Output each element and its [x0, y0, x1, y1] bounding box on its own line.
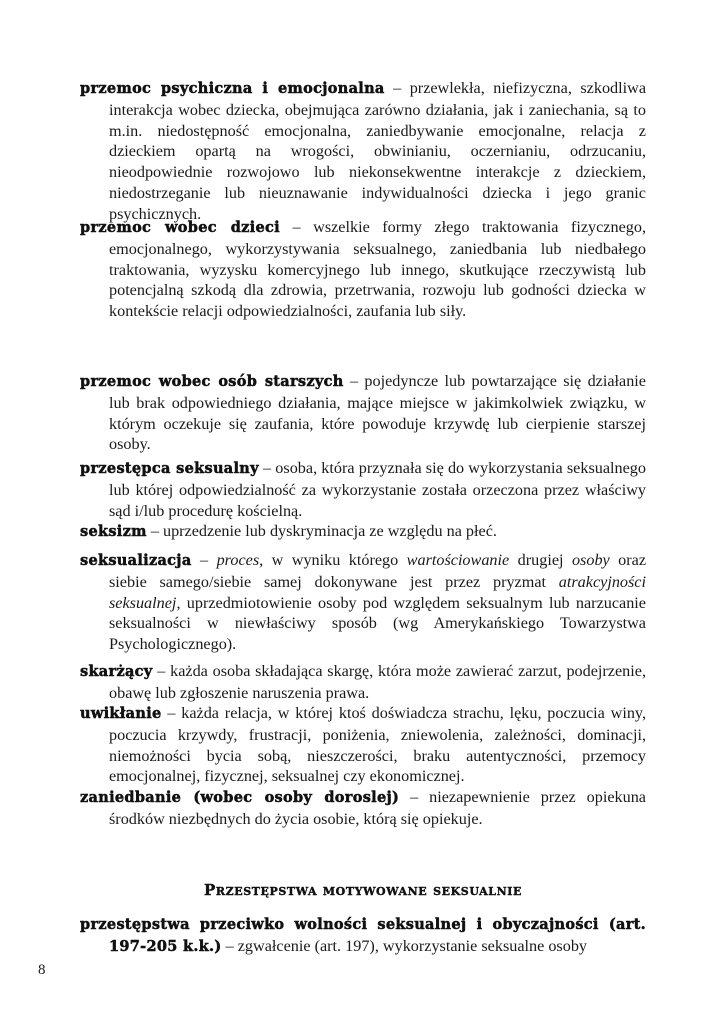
entry-definition: , uprzedmiotowienie osoby pod względem seksualnym lub narzucanie seksualności w niewłaściwy sposób (wg Amerykańskiego Towarzystwa Psychologicznego). — [109, 593, 646, 654]
glossary-entry-sex-offender — [80, 458, 646, 521]
page-number: 8 — [38, 962, 46, 978]
entry-term: seksualizacja — [80, 552, 192, 569]
entry-term: seksizm — [80, 523, 147, 540]
entry-definition: , w wyniku którego — [259, 551, 407, 569]
glossary-entry-complainant — [80, 661, 646, 704]
entry-definition: – osoba, która przyznała się do wykorzystania seksualnego lub której odpowiedzialność za wykorzystanie została orzeczona przez właściwy sąd i/lub procedurę kościelną. — [109, 459, 646, 520]
glossary-entry-sexualization — [80, 550, 646, 655]
entry-term: skarżący — [80, 663, 153, 680]
glossary-entry-sexual-offences — [80, 914, 646, 958]
emphasis: proces — [216, 551, 260, 569]
entry-definition: drugiej — [509, 551, 572, 569]
glossary-entry-elder-abuse — [80, 371, 646, 455]
entry-definition: – wszelkie formy złego traktowania fizycznego, emocjonalnego, wykorzystywania seksualnego, zaniedbania lub niedbałego traktowania, wyzysku komercyjnego lub innego, skutkujące rzeczywistą lub potencjalną szkodą dla zdrowia, przetrwania, rozwoju lub godności dziecka w kontekście relacji odpowiedzialności, zaufania lub siły. — [109, 218, 646, 321]
entry-term: przestępca seksualny — [80, 460, 259, 477]
emphasis: osoby — [571, 551, 610, 569]
entry-definition: – niezapewnienie przez opiekuna środków niezbędnych do życia osobie, którą się opiekuje. — [109, 788, 646, 828]
entry-term: przestępstwa przeciwko wolności seksualnej i obyczajności (art. 197-205 k.k.) — [80, 916, 646, 955]
entry-term: przemoc wobec dzieci — [80, 219, 280, 236]
entry-definition: – przewlekła, niefizyczna, szkodliwa interakcja wobec dziecka, obejmująca zarówno działania, jak i zaniechania, są to m.in. niedostępność emocjonalna, zaniedbywanie emocjonalne, relacja z dzieckiem opartą na wrogości, obwinianiu, oczernianiu, odrzucaniu, nieodpowiednie rozwojowo lub niekonsekwentne interakcje z dzieckiem, niedostrzeganie lub nieuznawanie indywidualności dziecka i jego granic psychicznych. — [109, 79, 647, 223]
entry-definition: – każda osoba składająca skargę, która może zawierać zarzut, podejrzenie, obawę lub zgłoszenie naruszenia prawa. — [109, 662, 646, 702]
entry-term: zaniedbanie (wobec osoby doroslej) — [80, 789, 400, 806]
entry-term: uwikłanie — [80, 705, 162, 722]
glossary-entry-entanglement — [80, 703, 646, 787]
entry-definition: – każda relacja, w której ktoś doświadcza strachu, lęku, poczucia winy, poczucia krzywdy, frustracji, poniżenia, zniewolenia, zależności, dominacji, niemożności bycia sobą, nieszczerości, braku autentyczności, przemocy emocjonalnej, fizycznej, seksualnej czy ekonomicznej. — [109, 704, 646, 786]
section-heading: Przestępstwa motywowane seksualnie — [203, 881, 523, 899]
glossary-entry-sexism — [80, 521, 646, 543]
entry-definition: oraz siebie samego/siebie samej dokonywane jest przez pryzmat — [109, 551, 647, 591]
entry-definition: – uprzedzenie lub dyskryminacja ze względu na płeć. — [146, 522, 497, 540]
glossary-entry-child-abuse — [80, 217, 646, 322]
glossary-entry-psychological-violence — [80, 78, 646, 225]
emphasis: atrakcyjności seksualnej — [109, 572, 646, 612]
glossary-entry-neglect-adult — [80, 787, 646, 830]
entry-definition: – — [191, 551, 217, 569]
entry-definition: – pojedyncze lub powtarzające się działanie lub brak odpowiedniego działania, mające miejsce w jakimkolwiek związku, w którym oczekuje się zaufania, które powoduje krzywdę lub cierpienie starszej osoby. — [109, 372, 646, 454]
entry-term: przemoc psychiczna i emocjonalna — [80, 80, 385, 97]
emphasis: wartościowanie — [406, 551, 510, 569]
entry-definition: – zgwałcenie (art. 197), wykorzystanie seksualne osoby — [221, 936, 588, 955]
entry-term: przemoc wobec osób starszych — [80, 373, 344, 390]
